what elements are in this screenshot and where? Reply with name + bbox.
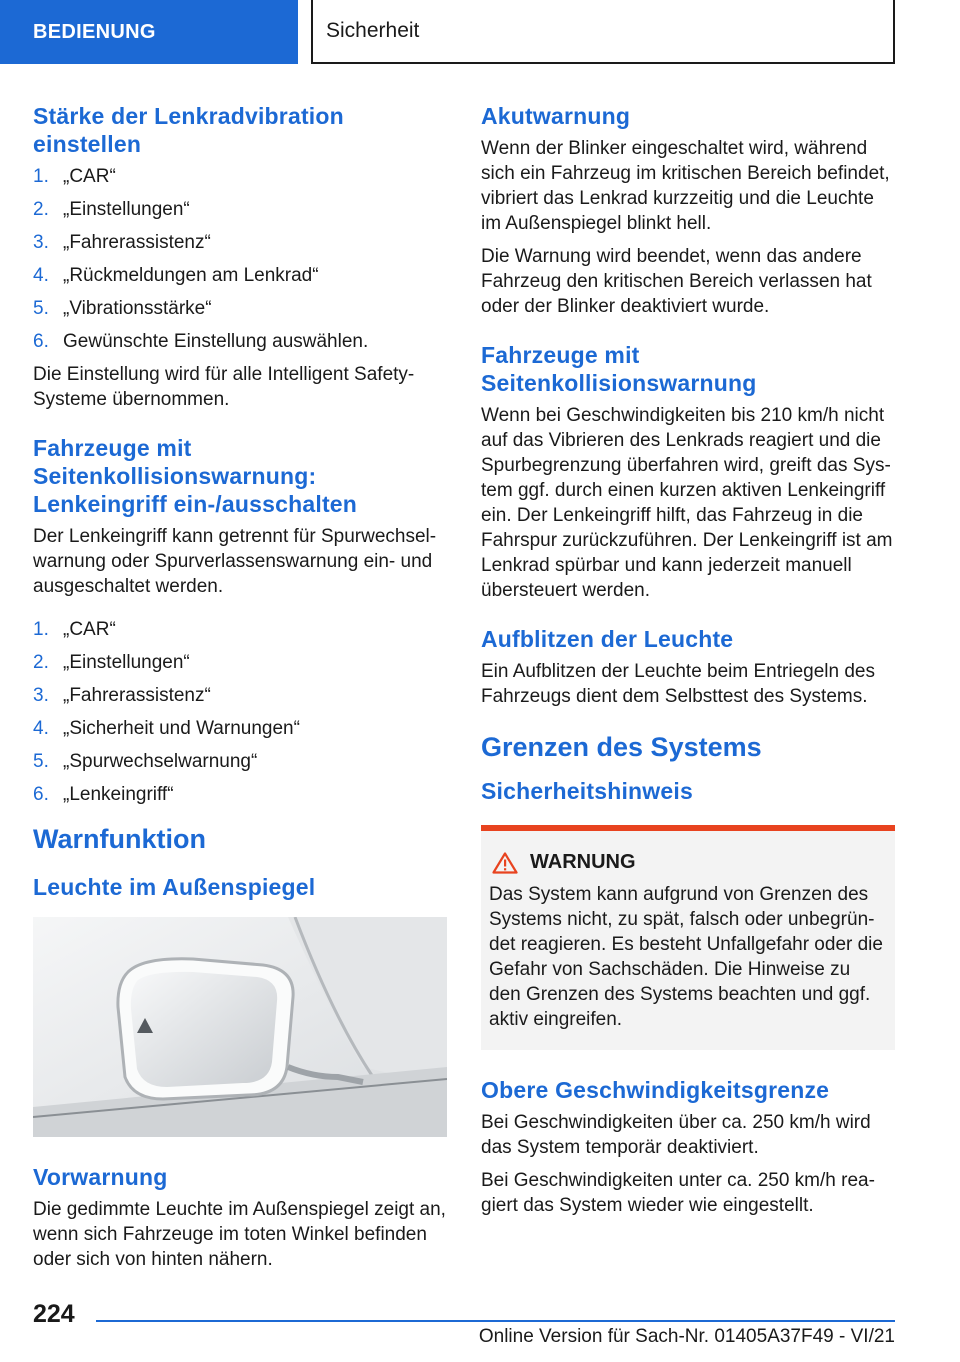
paragraph-vibration: Die Einstellung wird für alle Intelligent Safety-Systeme übernommen. [33,364,415,410]
chapter-tab[interactable]: BEDIENUNG [0,0,298,64]
warning-triangle-icon [492,852,518,874]
list-item [33,650,447,675]
step-text: „Rückmeldungen am Lenkrad“ [63,265,319,286]
step-number: 6. [33,331,49,352]
paragraph-obere-2: Bei Geschwindigkeiten unter ca. 250 km/h reagiert das System wieder wie eingestellt. [481,1170,875,1216]
list-item [33,683,447,708]
step-number: 4. [33,718,49,739]
step-text: Gewünschte Einstellung auswählen. [63,331,369,352]
online-version-link[interactable]: Online Version für Sach-Nr. 01405A37F49 - VI/21 [478,1326,895,1347]
heading-warnfunktion: Warnfunktion [33,824,206,854]
list-item [33,617,447,642]
steps-lenkeingriff [33,617,447,807]
list-item [33,164,447,189]
step-number: 5. [33,298,49,319]
step-text: „Fahrerassistenz“ [63,685,211,706]
step-number: 1. [33,619,49,640]
left-column [33,102,447,1280]
step-text: „Sicherheit und Warnungen“ [63,718,300,739]
heading-leuchte: Leuchte im Außenspiegel [33,874,316,900]
page-number: 224 [33,1300,75,1328]
paragraph-akut-1: Wenn der Blinker eingeschaltet wird, während sich ein Fahrzeug im kritischen Bereich befindet, vibriert das Lenkrad kurzzeitig und die Leuchte im Außenspiegel blinkt hell. [481,138,890,234]
list-item [33,782,447,807]
warning-text: Das System kann aufgrund von Grenzen des Systems nicht, zu spät, falsch oder unbegründet reagieren. Es besteht Unfallgefahr oder die Gefahr von Sachschäden. Die Hinweise zu den Grenzen des Systems beachten und ggf. aktiv eingreifen. [489,884,883,1030]
step-text: „Einstellungen“ [63,199,190,220]
footer-divider [96,1320,895,1322]
heading-vibration: Stärke der Lenkradvibration einstellen [33,103,344,157]
heading-vorwarnung: Vorwarnung [33,1164,168,1190]
step-number: 1. [33,166,49,187]
heading-grenzen: Grenzen des Systems [481,732,762,762]
step-text: „Einstellungen“ [63,652,190,673]
list-item [33,296,447,321]
step-number: 4. [33,265,49,286]
paragraph-aufblitzen: Ein Aufblitzen der Leuchte beim Entriegeln des Fahrzeugs dient dem Selbsttest des Systems. [481,661,875,707]
heading-lenkeingriff: Fahrzeuge mit Seitenkollisionswarnung: Lenkeingriff ein-/ausschalten [33,435,358,517]
paragraph-lenkeingriff: Der Lenkeingriff kann getrennt für Spurwechselwarnung oder Spurverlassenswarnung ein- und ausgeschaltet werden. [33,526,437,597]
step-text: „Spurwechselwarnung“ [63,751,258,772]
page-header [0,0,960,66]
list-item [33,197,447,222]
list-item [33,263,447,288]
step-text: „Fahrerassistenz“ [63,232,211,253]
step-number: 3. [33,685,49,706]
list-item [33,749,447,774]
step-number: 3. [33,232,49,253]
heading-aufblitzen: Aufblitzen der Leuchte [481,626,734,652]
side-mirror-image [33,917,447,1137]
heading-seitenkollision: Fahrzeuge mit Seitenkollisionswarnung [481,342,757,396]
warning-box [481,825,895,1050]
paragraph-vorwarnung: Die gedimmte Leuchte im Außenspiegel zeigt an, wenn sich Fahrzeuge im toten Winkel befinden oder sich von hinten nähern. [33,1199,446,1270]
warning-title [489,851,887,874]
step-number: 6. [33,784,49,805]
warning-label: WARNUNG [530,851,636,873]
heading-obere-grenze: Obere Geschwindigkeitsgrenze [481,1077,830,1103]
step-text: „CAR“ [63,166,116,187]
step-text: „CAR“ [63,619,116,640]
right-column [481,102,895,1226]
mirror-illustration [33,917,447,1137]
paragraph-obere-1: Bei Geschwindigkeiten über ca. 250 km/h wird das System temporär deaktiviert. [481,1112,871,1158]
paragraph-seitenkollision: Wenn bei Geschwindigkeiten bis 210 km/h nicht auf das Vibrieren des Lenkrads reagiert und die Spurbegrenzung überfahren wird, greift das System ggf. durch einen kurzen aktiven Lenkeingriff ein. Der Lenkeingriff hilft, das Fahrzeug in die Fahrspur zurückzuführen. Der Lenkeingriff ist am Lenkrad spürbar und kann jederzeit manuell übersteuert werden. [481,405,893,601]
page-footer [0,1290,960,1362]
step-number: 2. [33,652,49,673]
paragraph-akut-2: Die Warnung wird beendet, wenn das andere Fahrzeug den kritischen Bereich verlassen hat oder der Blinker deaktiviert wurde. [481,246,872,317]
step-number: 2. [33,199,49,220]
steps-vibration [33,164,447,354]
step-text: „Vibrationsstärke“ [63,298,212,319]
list-item [33,716,447,741]
list-item [33,329,447,354]
step-text: „Lenkeingriff“ [63,784,174,805]
step-number: 5. [33,751,49,772]
heading-sicherheitshinweis: Sicherheitshinweis [481,778,693,804]
list-item [33,230,447,255]
heading-akutwarnung: Akutwarnung [481,103,631,129]
section-title: Sicherheit [311,0,895,64]
